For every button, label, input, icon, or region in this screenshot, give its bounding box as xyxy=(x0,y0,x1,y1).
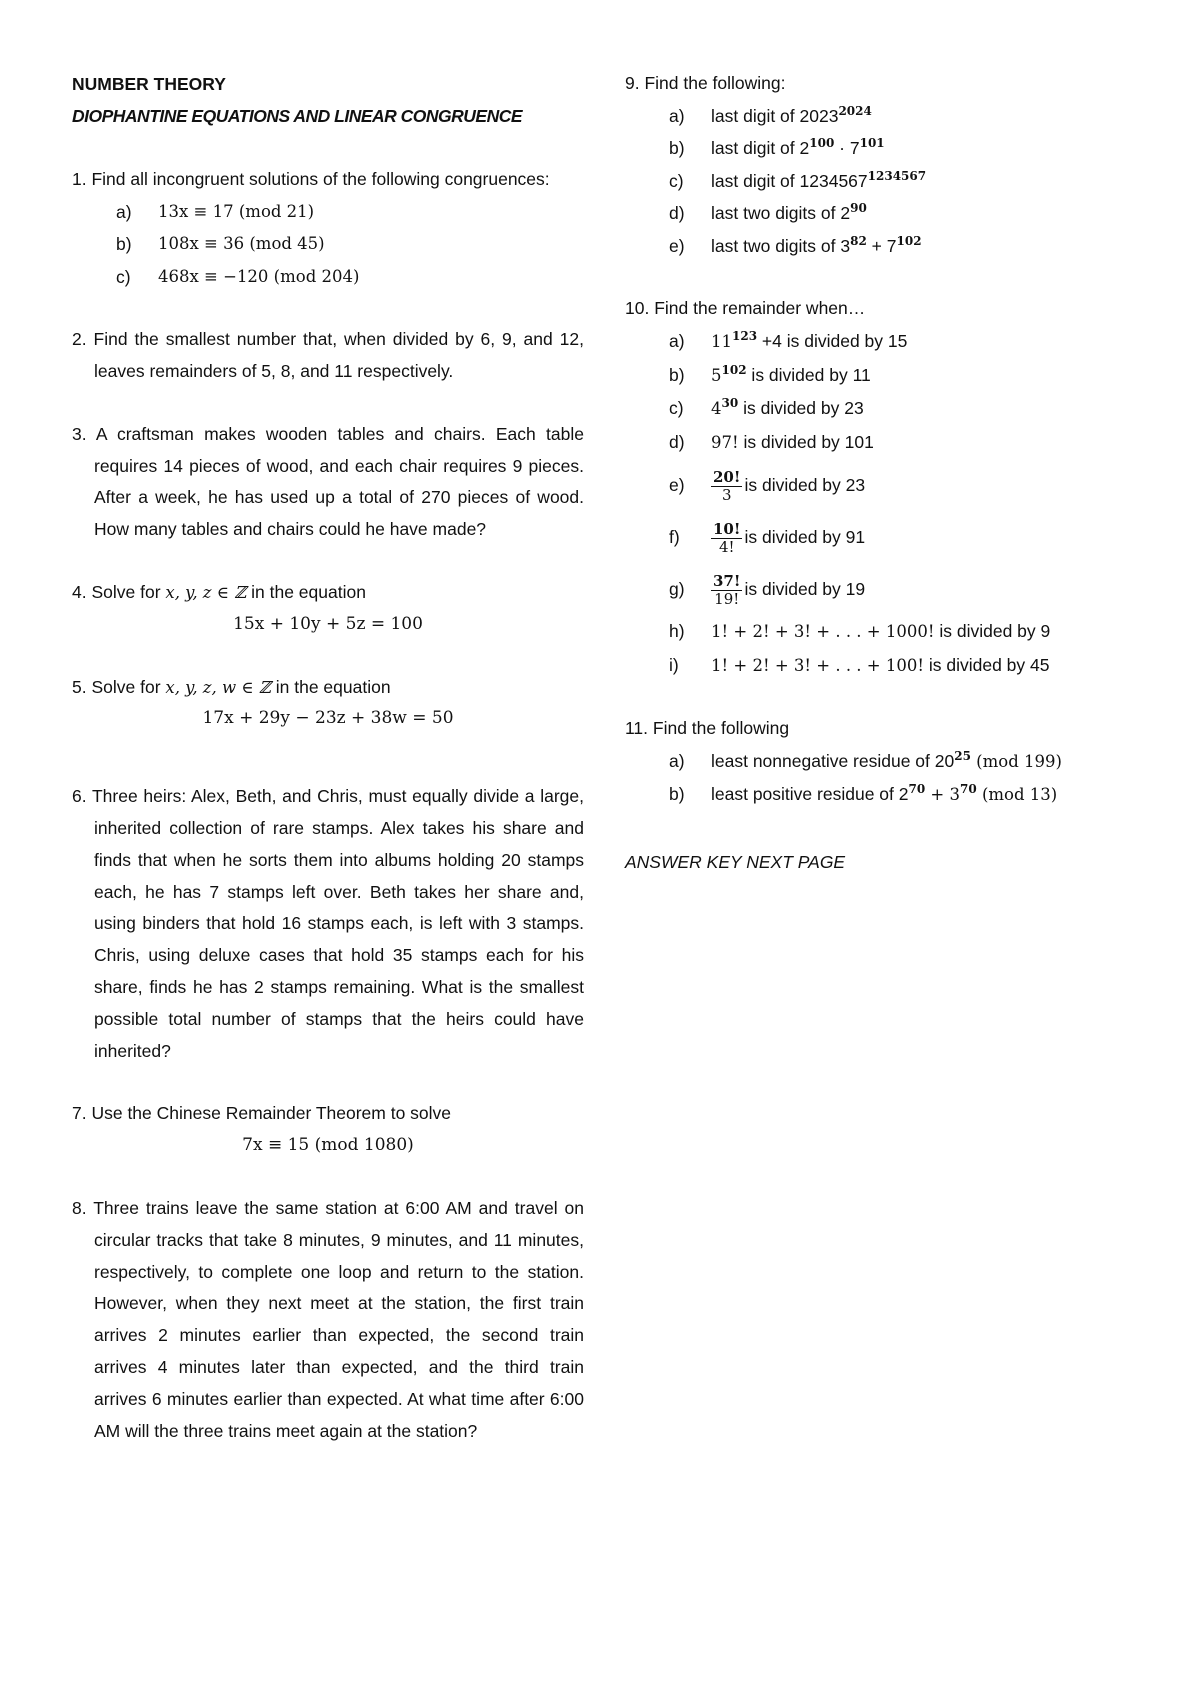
question-11-part-b: b) least positive residue of $2^{70} + 3^{70}$ (mod 13) xyxy=(669,782,1058,805)
question-7-text: 7. Use the Chinese Remainder Theorem to solve xyxy=(72,1103,452,1124)
question-3-text: 3. A craftsman makes wooden tables and chairs. Each table requires 14 pieces of wood, and each chair requires 9 pieces. After a week, he has used up a total of 270 pieces of wood. How many tables and chairs could he have made? xyxy=(72,423,584,540)
question-7 xyxy=(72,1098,584,1162)
answer-key-note: ANSWER KEY NEXT PAGE xyxy=(625,851,846,872)
question-10 xyxy=(625,293,1145,682)
question-9-text: 9. Find the following: xyxy=(625,73,786,93)
question-10-part-b: b) $5^{102}$ is divided by 11 xyxy=(669,362,871,385)
question-8-text: 8. Three trains leave the same station at 6:00 AM and travel on circular tracks that take 8 minutes, 9 minutes, and 11 minutes, respectively, to complete one loop and return to the station. However, when they next meet at the station, the first train arrives 2 minutes earlier than expected, the second train arrives 4 minutes later than expected, and the third train arrives 6 minutes earlier than expected. At what time after 6:00 AM will the three trains meet again at the station? xyxy=(72,1198,584,1441)
left-column xyxy=(72,68,584,1478)
question-9-part-c: c) last digit of $1234567^{1234567}$ xyxy=(669,168,927,191)
question-1-parts xyxy=(72,196,584,294)
question-10-part-f: f) $\frac{10!}{4!}$ is divided by 91 xyxy=(669,519,866,556)
question-4-equation: 15x + 10y + 5z = 100 xyxy=(233,613,423,634)
question-7-equation: 7x ≡ 15 (mod 1080) xyxy=(242,1135,414,1156)
question-9-part-d: d) last two digits of $2^{90}$ xyxy=(669,201,867,224)
question-9-parts xyxy=(625,100,1145,263)
question-11-text: 11. Find the following xyxy=(625,718,790,739)
question-9-part-b: b) last digit of $2^{100} \cdot 7^{101}$ xyxy=(669,136,885,159)
page-title: NUMBER THEORY xyxy=(72,74,226,94)
question-2-text: 2. Find the smallest number that, when divided by 6, 9, and 12, leaves remainders of 5, 8, and 11 respectively. xyxy=(72,329,584,382)
question-1-part-b: b) 108x ≡ 36 (mod 45) xyxy=(116,234,325,255)
question-11 xyxy=(625,713,1145,812)
question-3 xyxy=(72,419,584,546)
fraction: $\frac{20!}{3}$ xyxy=(713,467,741,504)
question-10-part-e: e) $\frac{20!}{3}$ is divided by 23 xyxy=(669,467,866,504)
question-5 xyxy=(72,672,584,736)
question-1-text: 1. Find all incongruent solutions of the following congruences: xyxy=(72,169,550,189)
question-2 xyxy=(72,324,584,388)
question-1-part-a: a) 13x ≡ 17 (mod 21) xyxy=(116,201,315,222)
page-subtitle: DIOPHANTINE EQUATIONS AND LINEAR CONGRUENCE xyxy=(72,106,523,126)
question-10-part-a: a) $11^{123} +4$ is divided by 15 xyxy=(669,329,908,352)
question-10-part-g: g) $\frac{37!}{19!}$ is divided by 19 xyxy=(669,571,866,608)
fraction: $\frac{37!}{19!}$ xyxy=(713,571,741,608)
question-4 xyxy=(72,577,584,641)
question-10-part-c: c) $4^{30}$ is divided by 23 xyxy=(669,396,864,419)
question-6-text: 6. Three heirs: Alex, Beth, and Chris, must equally divide a large, inherited collection of rare stamps. Alex takes his share and finds that when he sorts them into albums holding 20 stamps each, he has 7 stamps left over. Beth takes her share and, using binders that hold 16 stamps each, is left with 3 stamps. Chris, using deluxe cases that hold 35 stamps each for his share, finds he has 2 stamps remaining. What is the smallest possible total number of stamps that the heirs could have inherited? xyxy=(72,786,584,1061)
question-10-parts xyxy=(625,325,1145,682)
question-6 xyxy=(72,781,584,1067)
right-column xyxy=(625,68,1145,890)
question-9-part-e: e) last two digits of $3^{82} + 7^{102}$ xyxy=(669,233,922,256)
question-9-part-a: a) last digit of $2023^{2024}$ xyxy=(669,103,872,126)
question-10-part-h: h) 1! + 2! + 3! + . . . + 1000! is divided by 9 xyxy=(669,621,1051,642)
question-8 xyxy=(72,1193,584,1447)
fraction: $\frac{10!}{4!}$ xyxy=(713,519,741,556)
question-5-equation: 17x + 29y − 23z + 38w = 50 xyxy=(202,708,454,729)
question-9 xyxy=(625,68,1145,262)
question-4-text: 4. Solve for x, y, z ∈ ℤ in the equation xyxy=(72,582,366,603)
question-11-parts xyxy=(625,745,1145,812)
question-10-part-i: i) 1! + 2! + 3! + . . . + 100! is divided by 45 xyxy=(669,654,1050,675)
question-11-part-a: a) least nonnegative residue of $20^{25}$ (mod 199) xyxy=(669,749,1062,771)
question-5-text: 5. Solve for x, y, z, w ∈ ℤ in the equation xyxy=(72,676,391,697)
question-1 xyxy=(72,164,584,293)
question-1-part-c: c) 468x ≡ −120 (mod 204) xyxy=(116,266,360,287)
question-10-text: 10. Find the remainder when… xyxy=(625,298,866,319)
question-10-part-d: d) 97! is divided by 101 xyxy=(669,431,874,452)
